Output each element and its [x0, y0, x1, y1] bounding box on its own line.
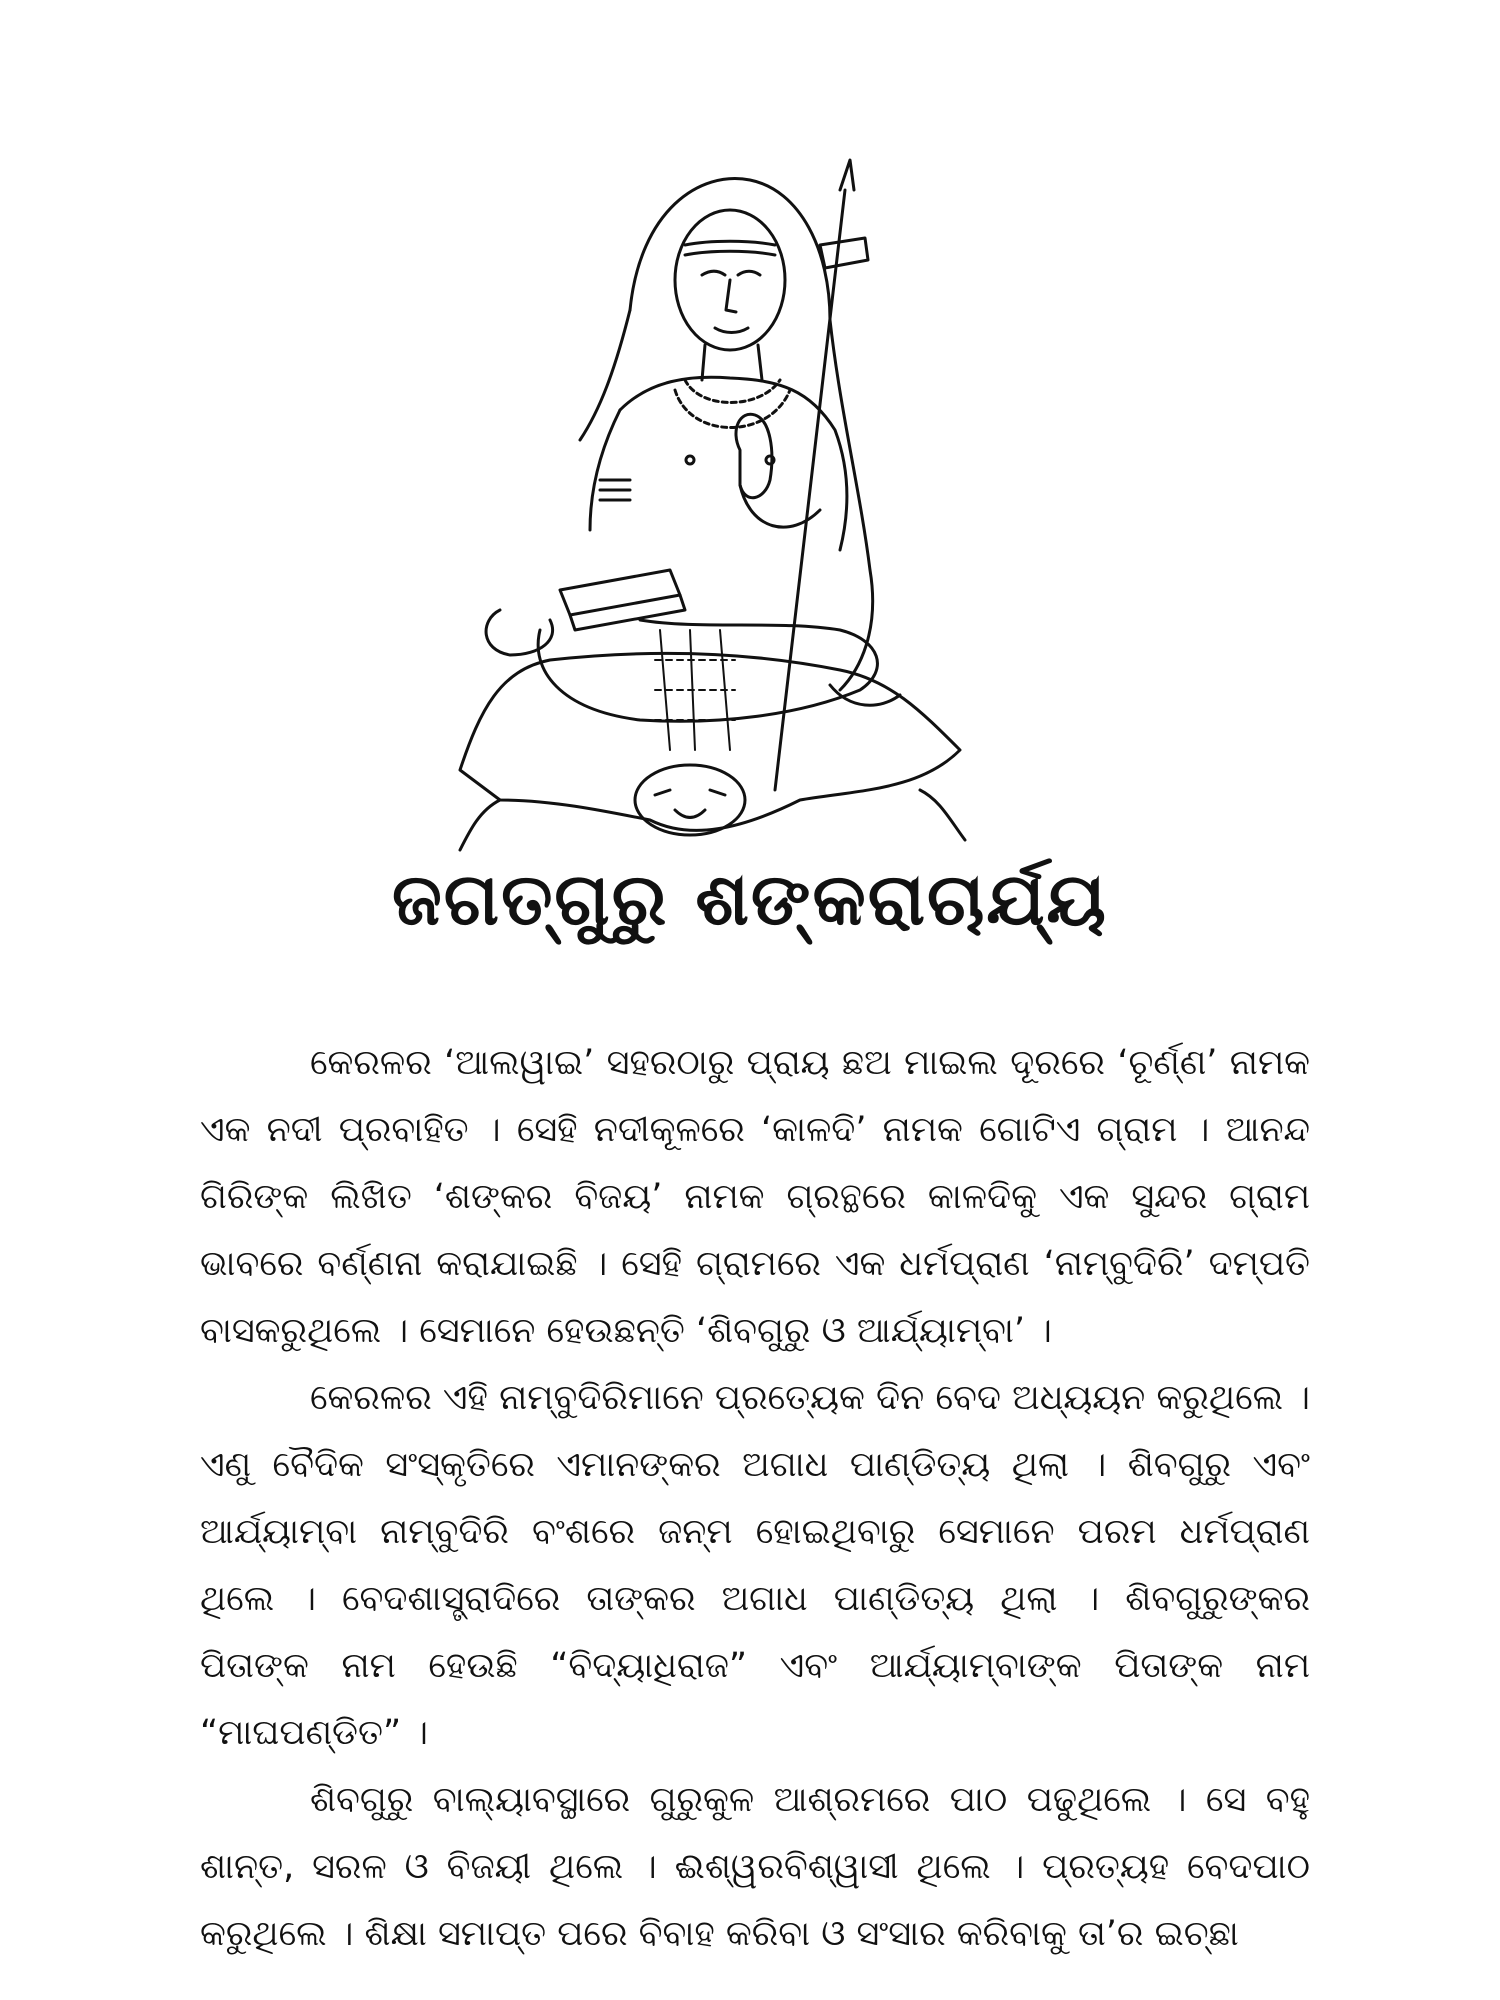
paragraph: କେରଳର ଏହି ନାମ୍ବୁଦିରିମାନେ ପ୍ରତ୍ୟେକ ଦିନ ବେଦ ଅଧ୍ୟୟନ କରୁଥିଲେ । ଏଣୁ ବୈଦିକ ସଂସ୍କୃତିରେ ଏମାନଙ୍କର ଅଗାଧ ପାଣ୍ଡିତ୍ୟ ଥିଲା । ଶିବଗୁରୁ ଏବଂ ଆର୍ଯ୍ୟାମ୍ବା ନାମ୍ବୁଦିରି ବଂଶରେ ଜନ୍ମ ହୋଇଥିବାରୁ ସେମାନେ ପରମ ଧର୍ମପ୍ରାଣ ଥିଲେ । ବେଦଶାସ୍ତ୍ରାଦିରେ ତାଙ୍କର ଅଗାଧ ପାଣ୍ଡିତ୍ୟ ଥିଲା । ଶିବଗୁରୁଙ୍କର ପିତାଙ୍କ ନାମ ହେଉଛି “ବିଦ୍ୟାଧିରାଜ” ଏବଂ ଆର୍ଯ୍ୟାମ୍ବାଙ୍କ ପିତାଙ୍କ ନାମ “ମାଘପଣ୍ଡିତ” । [200, 1378, 1310, 1753]
paragraph: କେରଳର ‘ଆଲୱାଇ’ ସହରଠାରୁ ପ୍ରାୟ ଛଅ ମାଇଲ ଦୂରରେ ‘ଚୂର୍ଣ୍ଣ’ ନାମକ ଏକ ନଦୀ ପ୍ରବାହିତ । ସେହି ନଦୀକୂଳରେ ‘କାଳଦି’ ନାମକ ଗୋଟିଏ ଗ୍ରାମ । ଆନନ୍ଦ ଗିରିଙ୍କ ଲିଖିତ ‘ଶଙ୍କର ବିଜୟ’ ନାମକ ଗ୍ରନ୍ଥରେ କାଳଦିକୁ ଏକ ସୁନ୍ଦର ଗ୍ରାମ ଭାବରେ ବର୍ଣ୍ଣନା କରାଯାଇଛି । ସେହି ଗ୍ରାମରେ ଏକ ଧର୍ମପ୍ରାଣ ‘ନାମ୍ବୁଦିରି’ ଦମ୍ପତି ବାସକରୁଥିଲେ । ସେମାନେ ହେଉଛନ୍ତି ‘ଶିବଗୁରୁ ଓ ଆର୍ଯ୍ୟାମ୍ବା’ । [200, 1043, 1310, 1351]
page-title: ଜଗତ୍‌ଗୁରୁ ଶଙ୍କରାଚାର୍ଯ୍ୟ [392, 857, 1108, 941]
paragraph: ଶିବଗୁରୁ ବାଲ୍ୟାବସ୍ଥାରେ ଗୁରୁକୁଳ ଆଶ୍ରମରେ ପାଠ ପଢୁଥିଲେ । ସେ ବହୁ ଶାନ୍ତ, ସରଳ ଓ ବିଜୟୀ ଥିଲେ । ଈଶ୍ୱରବିଶ୍ୱାସୀ ଥିଲେ । ପ୍ରତ୍ୟହ ବେଦପାଠ କରୁଥିଲେ । ଶିକ୍ଷା ସମାପ୍ତ ପରେ ବିବାହ କରିବା ଓ ସଂସାର କରିବାକୁ ତା’ର ଇଚ୍ଛା [200, 1780, 1310, 1954]
seated-sage-illustration [440, 150, 980, 870]
body-text [200, 1030, 1310, 1968]
